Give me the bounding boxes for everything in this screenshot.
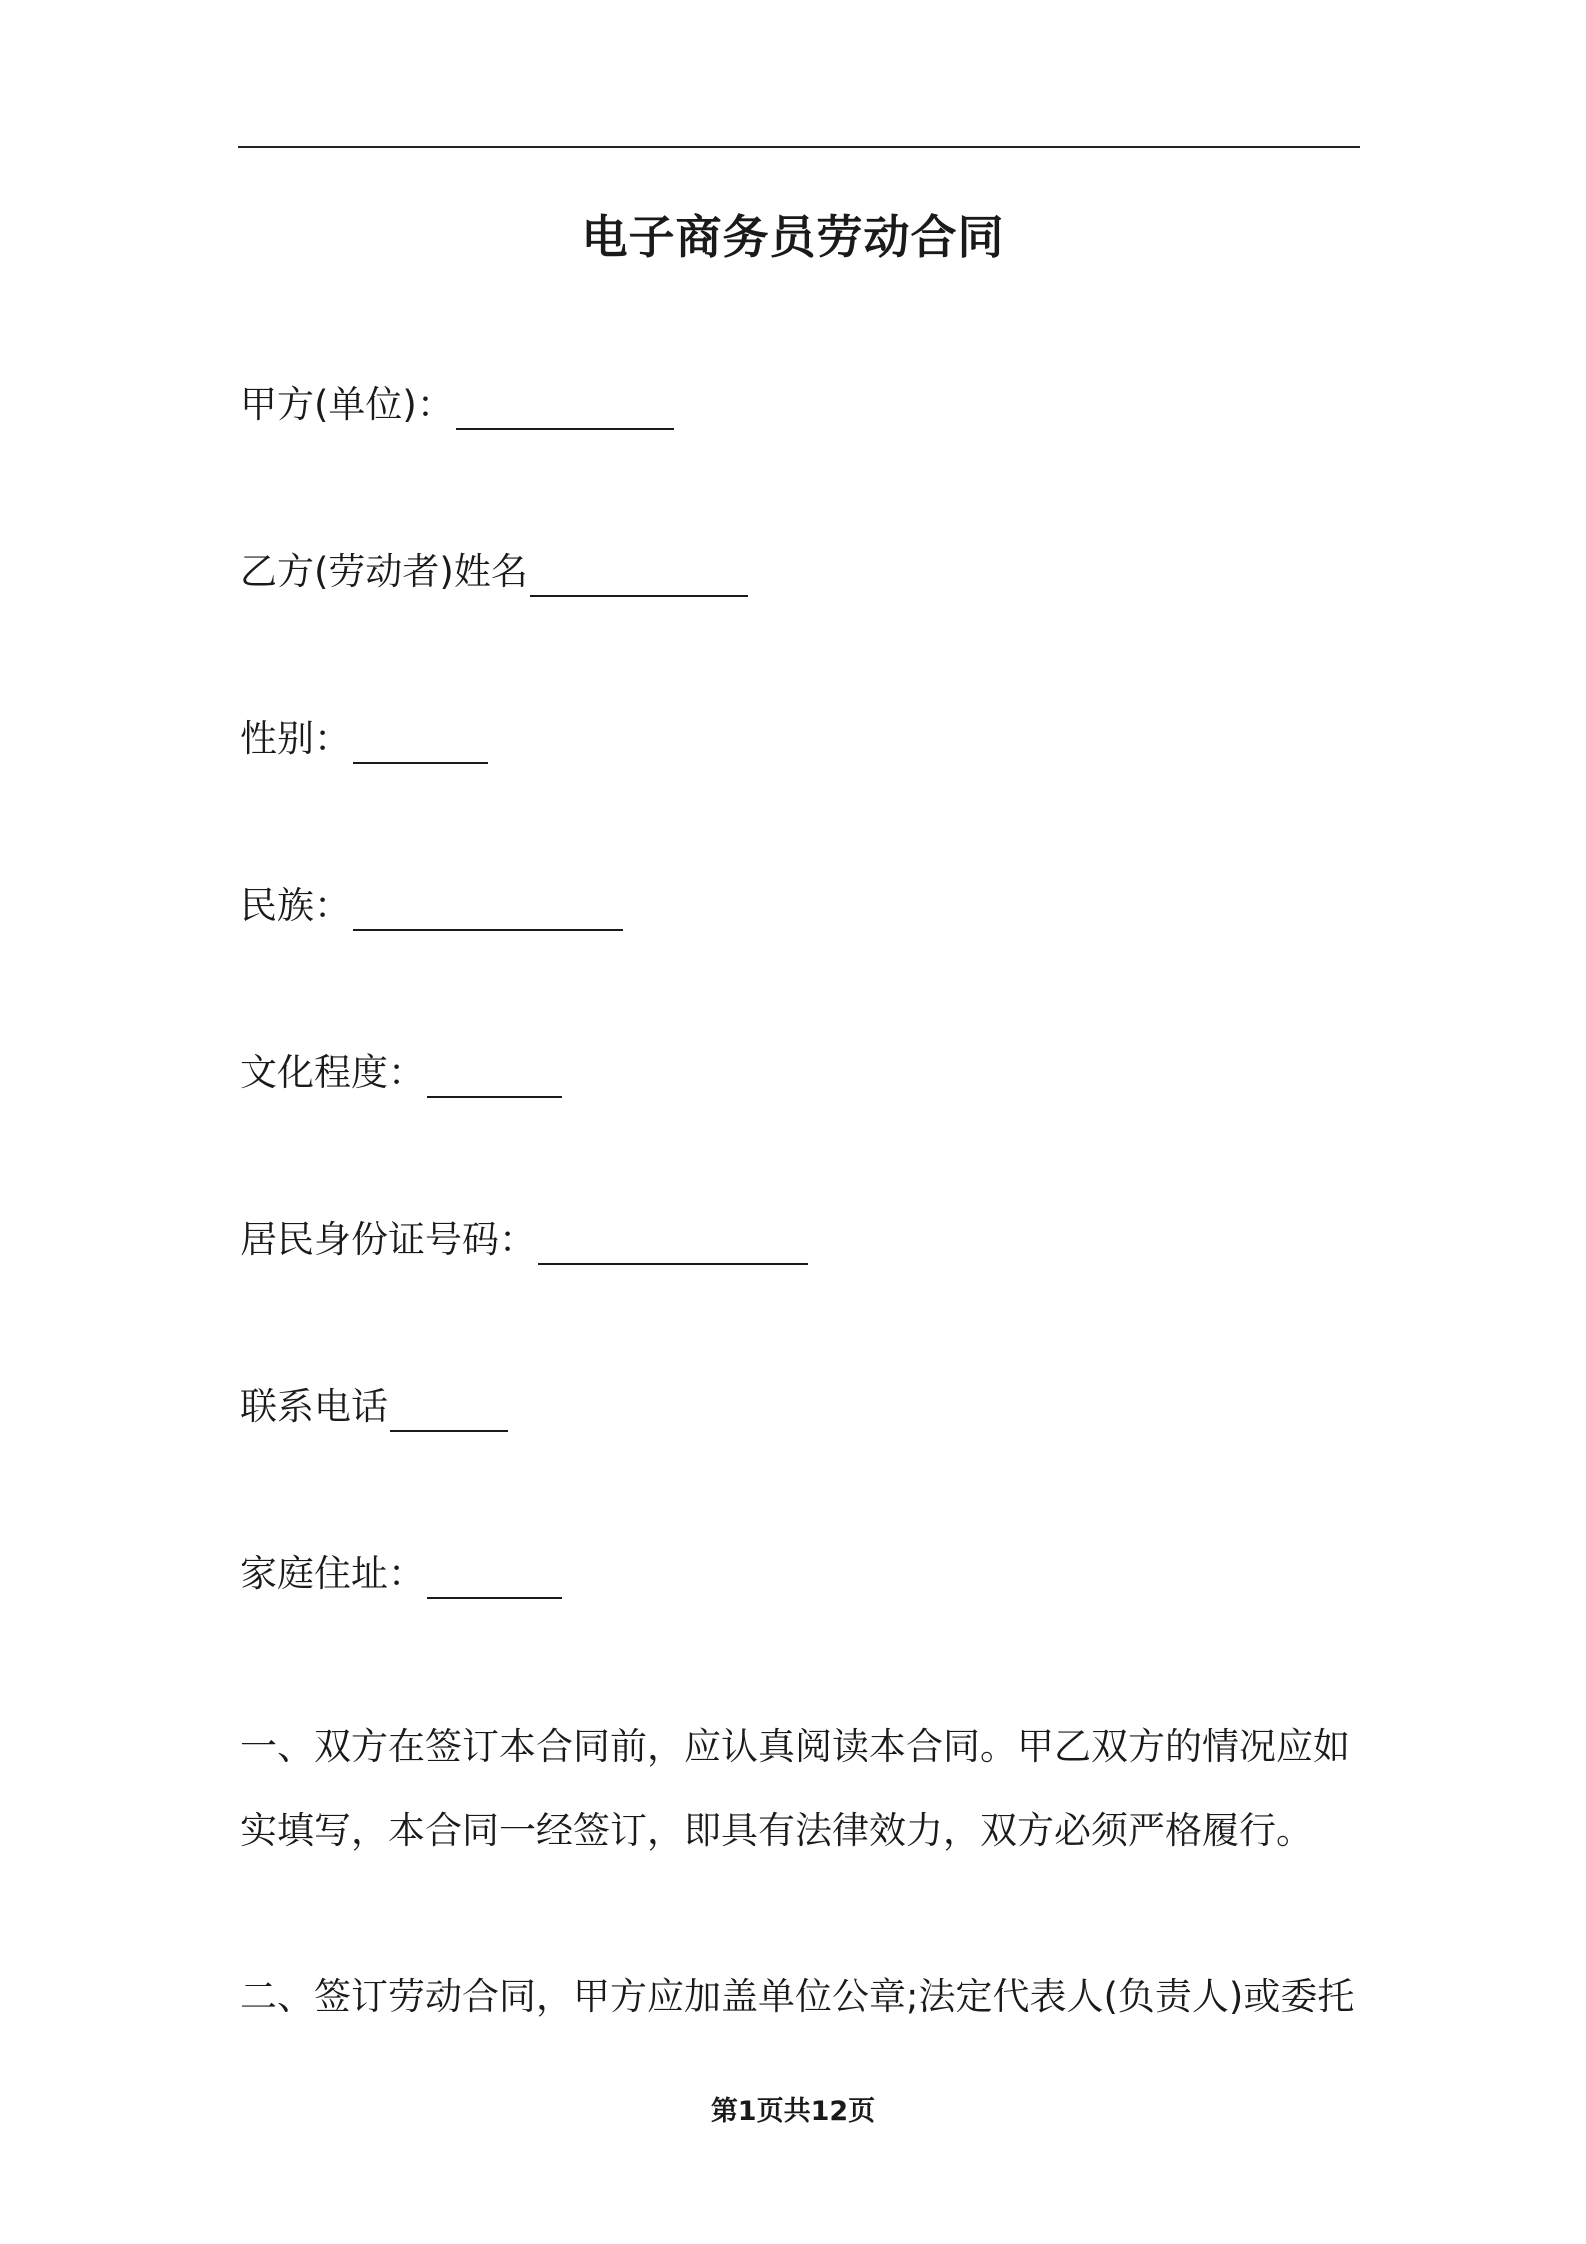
field-label: 性别：: [240, 717, 351, 760]
blank-line[interactable]: [390, 1384, 508, 1432]
document-title: 电子商务员劳动合同: [581, 210, 1005, 264]
field-party-b-name: [240, 547, 748, 597]
clause-line: 一、双方在签订本合同前，应认真阅读本合同。甲乙双方的情况应如: [240, 1725, 1350, 1768]
field-label: 甲方(单位)：: [240, 383, 454, 426]
field-party-a: [240, 380, 674, 430]
field-education: [240, 1048, 562, 1098]
header-rule: [238, 146, 1360, 148]
field-address: [240, 1549, 562, 1599]
field-label: 居民身份证号码：: [240, 1218, 536, 1261]
page-footer: 第1页共12页: [710, 2096, 876, 2127]
field-label: 民族：: [240, 884, 351, 927]
clause-2: [240, 1955, 1360, 2039]
blank-line[interactable]: [427, 1551, 562, 1599]
field-label: 文化程度：: [240, 1051, 425, 1094]
blank-line[interactable]: [530, 549, 748, 597]
field-ethnicity: [240, 881, 623, 931]
clause-line: 二、签订劳动合同，甲方应加盖单位公章;法定代表人(负责人)或委托: [240, 1975, 1355, 2018]
blank-line[interactable]: [353, 716, 488, 764]
clause-line: 实填写，本合同一经签订，即具有法律效力，双方必须严格履行。: [240, 1809, 1313, 1852]
blank-line[interactable]: [353, 883, 623, 931]
field-id-number: [240, 1215, 808, 1265]
blank-line[interactable]: [538, 1217, 808, 1265]
field-gender: [240, 714, 488, 764]
field-phone: [240, 1382, 508, 1432]
field-label: 联系电话: [240, 1385, 388, 1428]
clause-1: [240, 1705, 1360, 1873]
blank-line[interactable]: [427, 1050, 562, 1098]
field-label: 家庭住址：: [240, 1552, 425, 1595]
blank-line[interactable]: [456, 382, 674, 430]
field-label: 乙方(劳动者)姓名: [240, 550, 528, 593]
